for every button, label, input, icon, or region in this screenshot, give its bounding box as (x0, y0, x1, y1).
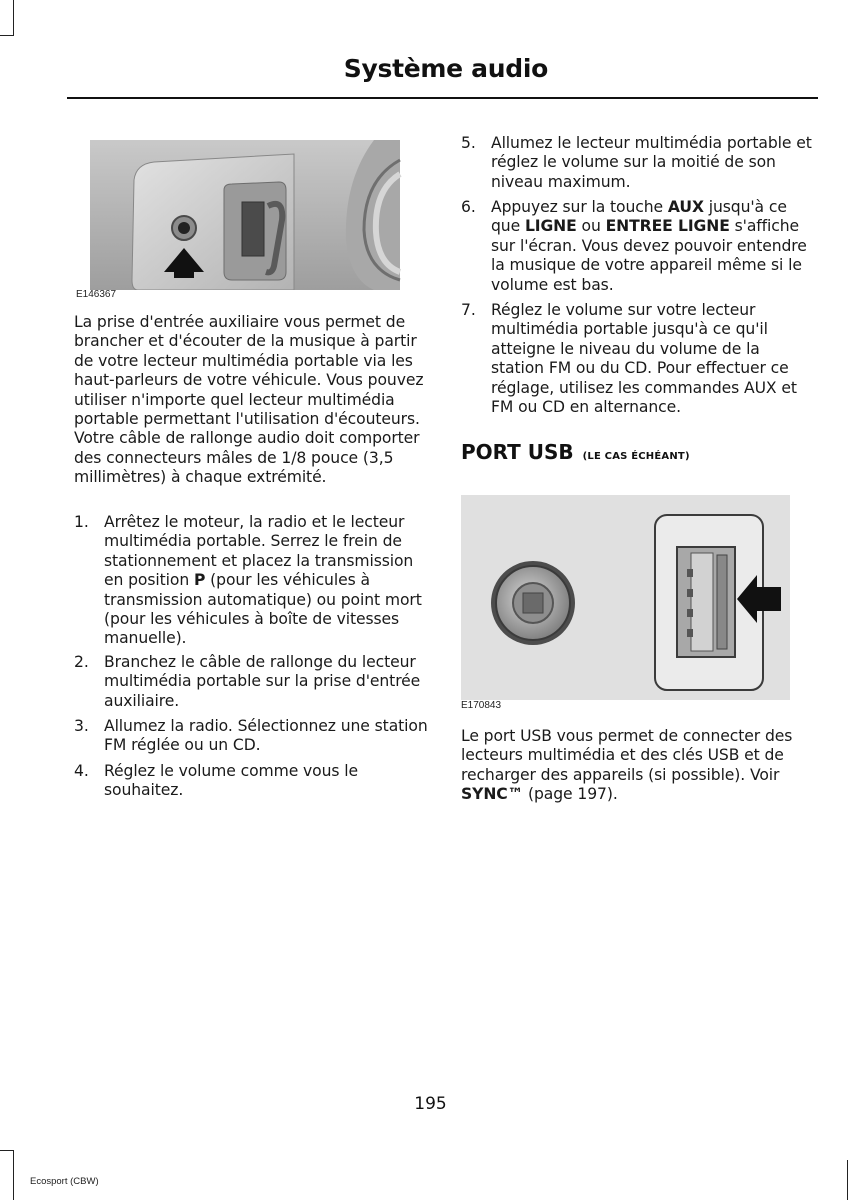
aux-jack-illustration (74, 140, 426, 290)
crop-mark (13, 0, 14, 35)
section-title: PORT USB (461, 440, 574, 464)
step-number: 5. (461, 134, 476, 152)
step-text: Allumez le lecteur multimédia portable et réglez le volume sur la moitié de son niveau maximum. (491, 134, 812, 191)
step-number: 1. (74, 513, 89, 531)
usb-port-figure (461, 495, 790, 700)
step-number: 3. (74, 717, 89, 735)
usb-paragraph: Le port USB vous permet de connecter des lecteurs multimédia et des clés USB et de recharger des appareils (si possible). Voir SYNC™ (page 197). (461, 727, 793, 804)
step-text: Réglez le volume sur votre lecteur multimédia portable jusqu'à ce qu'il atteigne le niveau du volume de la station FM ou du CD. Pour effectuer ce réglage, utilisez les commandes AUX et FM ou CD en alternance. (491, 301, 797, 417)
crop-mark (0, 1150, 14, 1151)
sync-link[interactable]: SYNC™ (461, 785, 524, 804)
crop-mark (847, 1160, 848, 1200)
step-number: 7. (461, 301, 476, 319)
aux-input-figure (74, 140, 426, 290)
step-text: Allumez la radio. Sélectionnez une station FM réglée ou un CD. (104, 717, 428, 755)
step-text: Branchez le câble de rallonge du lecteur multimédia portable sur la prise d'entrée auxiliaire. (104, 653, 421, 710)
header-rule (67, 97, 818, 99)
step-text: Réglez le volume comme vous le souhaitez. (104, 762, 359, 800)
step-number: 2. (74, 653, 89, 671)
crop-mark (13, 1150, 14, 1200)
step-number: 6. (461, 198, 476, 216)
page-title: Système audio (343, 54, 548, 83)
crop-mark (0, 35, 14, 36)
section-heading (461, 440, 690, 464)
page-number: 195 (414, 1094, 447, 1114)
figure-code: E170843 (461, 700, 502, 711)
step-number: 4. (74, 762, 89, 780)
aux-intro-paragraph: La prise d'entrée auxiliaire vous permet de brancher et d'écouter de la musique à partir de votre lecteur multimédia portable via les haut-parleurs de votre véhicule. Vous pouvez utiliser n'importe quel lecteur multimédia portable permettant l'utilisation d'écouteurs. Votre câble de rallonge audio doit comporter des connecteurs mâles de 1/8 pouce (3,5 millimètres) à chaque extrémité. (74, 313, 424, 487)
step-text: Appuyez sur la touche AUX jusqu'à ce que LIGNE ou ENTREE LIGNE s'affiche sur l'écran. Vous devez pouvoir entendre la musique de votre appareil même si le volume est bas. (491, 198, 807, 294)
section-subtitle: (LE CAS ÉCHÉANT) (582, 451, 690, 462)
footer-model: Ecosport (CBW) (30, 1176, 99, 1187)
usb-port-illustration (461, 495, 790, 700)
figure-code: E146367 (76, 289, 117, 300)
step-text: Arrêtez le moteur, la radio et le lecteur multimédia portable. Serrez le frein de stationnement et placez la transmission en position P (pour les véhicules à transmission automatique) ou point mort (pour les véhicules à boîte de vitesses manuelle). (104, 513, 422, 648)
